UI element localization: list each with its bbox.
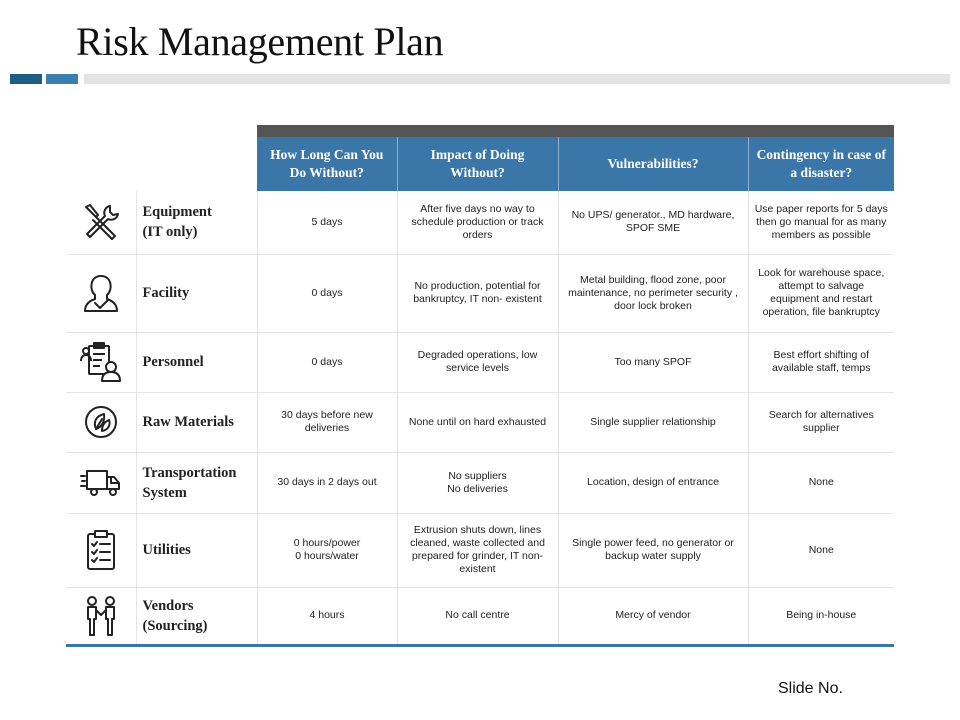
cell-vulnerabilities: Single power feed, no generator or backup water supply	[558, 513, 748, 587]
table-header-row	[66, 137, 894, 191]
accent-bar-light	[84, 74, 950, 84]
row-label: Raw Materials	[142, 414, 234, 430]
table-row	[66, 254, 894, 332]
row-label: Vendors (Sourcing)	[142, 597, 208, 634]
cell-vulnerabilities: Too many SPOF	[558, 332, 748, 392]
cell-vulnerabilities: Metal building, flood zone, poor maintenance, no perimeter security , door lock broken	[558, 254, 748, 332]
cell-contingency: Being in-house	[748, 587, 894, 645]
accent-bar-dark	[10, 74, 42, 84]
cell-vulnerabilities: Location, design of entrance	[558, 452, 748, 513]
clipboard-checklist-icon	[85, 529, 117, 571]
header-how-long: How Long Can You Do Without?	[257, 137, 397, 191]
cell-impact: Degraded operations, low service levels	[397, 332, 558, 392]
cell-contingency: Search for alternatives supplier	[748, 392, 894, 452]
handshake-people-icon	[83, 595, 119, 637]
table-row	[66, 332, 894, 392]
tools-icon	[81, 202, 121, 242]
row-label: Equipment (IT only)	[142, 204, 212, 241]
row-label: Transportation System	[142, 464, 237, 501]
cell-impact: None until on hard exhausted	[397, 392, 558, 452]
table-row	[66, 513, 894, 587]
cell-vulnerabilities: Mercy of vendor	[558, 587, 748, 645]
header-contingency: Contingency in case of a disaster?	[748, 137, 894, 191]
truck-icon	[80, 467, 122, 499]
row-label: Facility	[142, 285, 190, 301]
table-row	[66, 452, 894, 513]
personnel-icon	[80, 341, 122, 383]
cell-vulnerabilities: Single supplier relationship	[558, 392, 748, 452]
cell-impact: No call centre	[397, 587, 558, 645]
cell-contingency: None	[748, 513, 894, 587]
cell-impact: No production, potential for bankruptcy, IT non- existent	[397, 254, 558, 332]
cell-how-long: 4 hours	[257, 587, 397, 645]
cell-contingency: None	[748, 452, 894, 513]
header-impact: Impact of Doing Without?	[397, 137, 558, 191]
header-vulnerabilities: Vulnerabilities?	[558, 137, 748, 191]
cell-impact: No suppliers No deliveries	[447, 469, 508, 495]
leaf-circle-icon	[83, 404, 119, 440]
cell-how-long: 30 days before new deliveries	[257, 392, 397, 452]
header-top-strip	[66, 125, 894, 137]
cell-contingency: Use paper reports for 5 days then go manual for as many members as possible	[748, 191, 894, 254]
risk-table	[66, 125, 894, 647]
person-check-icon	[81, 271, 121, 315]
cell-how-long: 0 days	[257, 332, 397, 392]
table-row	[66, 191, 894, 254]
page-title: Risk Management Plan	[76, 19, 444, 64]
cell-how-long: 0 hours/power 0 hours/water	[293, 537, 361, 562]
row-label: Utilities	[142, 542, 191, 558]
cell-contingency: Best effort shifting of available staff, temps	[748, 332, 894, 392]
cell-vulnerabilities: No UPS/ generator., MD hardware, SPOF SME	[558, 191, 748, 254]
cell-how-long: 5 days	[257, 191, 397, 254]
cell-contingency: Look for warehouse space, attempt to salvage equipment and restart operation, file bankruptcy	[748, 254, 894, 332]
cell-impact: After five days no way to schedule production or track orders	[397, 191, 558, 254]
slide-number-label: Slide No.	[778, 680, 843, 697]
table-row	[66, 392, 894, 452]
cell-how-long: 0 days	[257, 254, 397, 332]
accent-bar-medium	[46, 74, 78, 84]
row-label: Personnel	[142, 354, 204, 370]
cell-how-long: 30 days in 2 days out	[277, 476, 377, 488]
cell-impact: Extrusion shuts down, lines cleaned, waste collected and prepared for grinder, IT non-existent	[397, 513, 558, 587]
table-row	[66, 587, 894, 645]
